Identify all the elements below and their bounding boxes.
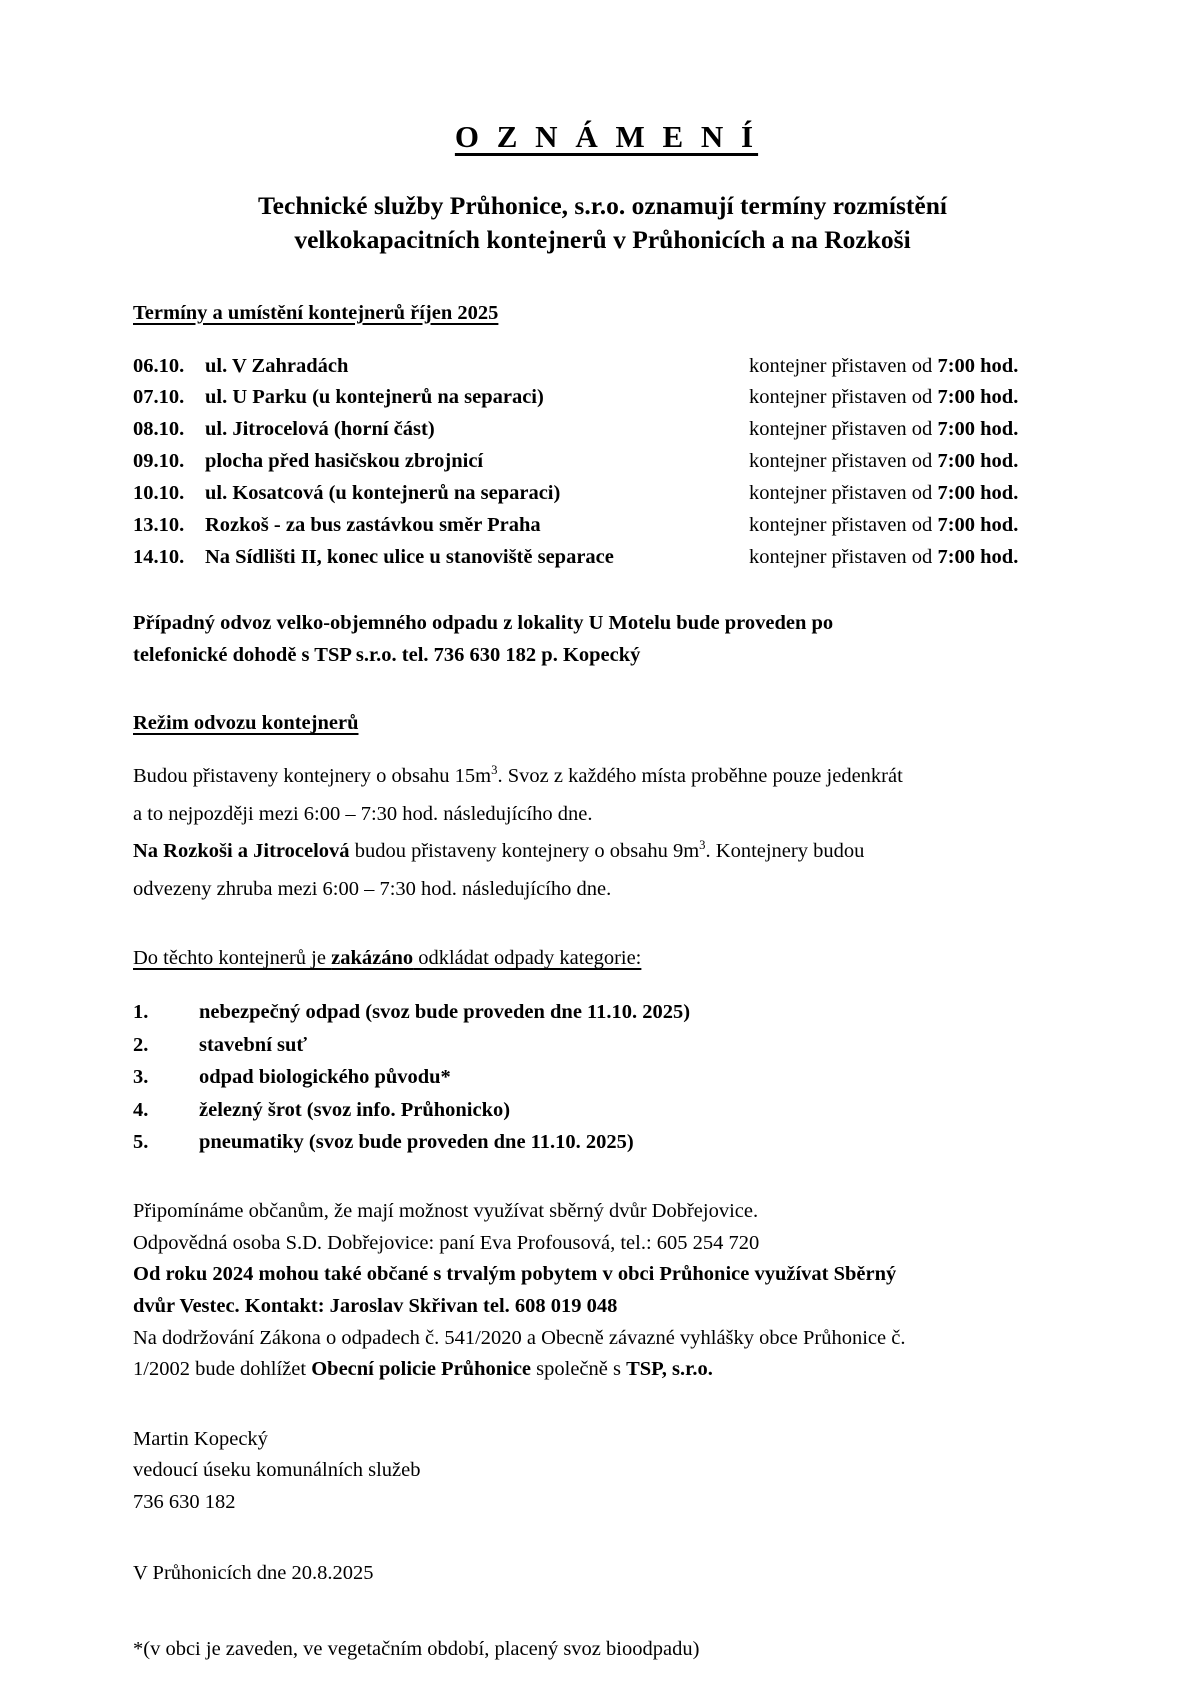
schedule-place: ul. Kosatcová (u kontejnerů na separaci) bbox=[205, 482, 561, 505]
closing-line-6-tsp: TSP, s.r.o. bbox=[626, 1358, 713, 1381]
schedule-note-time: 7:00 hod. bbox=[937, 450, 1019, 473]
prohibited-item-text: pneumatiky (svoz bude proveden dne 11.10. 2025) bbox=[199, 1130, 634, 1153]
prohibited-list-item bbox=[133, 1061, 1080, 1093]
prohibited-item-number: 5. bbox=[133, 1130, 149, 1153]
signature-block bbox=[133, 1424, 1080, 1519]
schedule-note bbox=[749, 510, 1018, 542]
closing-line-4-text: dvůr Vestec. Kontakt: Jaroslav Skřivan tel. 608 019 048 bbox=[133, 1295, 618, 1318]
regime-paragraph-3 bbox=[133, 836, 1033, 868]
schedule-date: 13.10. bbox=[133, 514, 185, 537]
regime-p3-superscript: 3 bbox=[699, 838, 706, 853]
document-title-text: O Z N Á M E N Í bbox=[454, 119, 759, 154]
closing-line-3-text: Od roku 2024 mohou také občané s trvalým pobytem v obci Průhonice využívat Sběrný bbox=[133, 1263, 897, 1286]
closing-line-6 bbox=[133, 1354, 1033, 1386]
schedule-note-prefix: kontejner přistaven od bbox=[749, 418, 938, 441]
closing-line-5: Na dodržování Zákona o odpadech č. 541/2020 a Obecně závazné vyhlášky obce Průhonice č. bbox=[133, 1326, 906, 1349]
place-and-date bbox=[133, 1558, 1080, 1590]
schedule-note-prefix: kontejner přistaven od bbox=[749, 482, 938, 505]
schedule-note-time: 7:00 hod. bbox=[937, 514, 1019, 537]
prohibited-list-item bbox=[133, 996, 1080, 1028]
motel-notice-line-1: Případný odvoz velko-objemného odpadu z lokality U Motelu bude proveden po bbox=[133, 612, 834, 635]
regime-p1-superscript: 3 bbox=[491, 763, 498, 778]
regime-p3-bold: Na Rozkoši a Jitrocelová bbox=[133, 840, 350, 863]
closing-line-6-police: Obecní policie Průhonice bbox=[311, 1358, 532, 1381]
schedule-heading: Termíny a umístění kontejnerů říjen 2025 bbox=[133, 301, 499, 324]
document-title bbox=[133, 118, 1080, 155]
schedule-note-prefix: kontejner přistaven od bbox=[749, 546, 938, 569]
regime-p3-part-b: . Kontejnery budou bbox=[705, 840, 865, 863]
schedule-date: 06.10. bbox=[133, 354, 185, 377]
prohibited-heading-emphasis: zakázáno bbox=[331, 947, 414, 970]
schedule-date: 07.10. bbox=[133, 386, 185, 409]
prohibited-item-text: odpad biologického původu* bbox=[199, 1066, 451, 1089]
prohibited-item-number: 1. bbox=[133, 1001, 149, 1024]
prohibited-heading-part-a: Do těchto kontejnerů je bbox=[133, 947, 332, 970]
closing-line-2: Odpovědná osoba S.D. Dobřejovice: paní Eva Profousová, tel.: 605 254 720 bbox=[133, 1231, 760, 1254]
closing-block bbox=[133, 1196, 1080, 1385]
schedule-note bbox=[749, 446, 1018, 478]
motel-notice-line-2: telefonické dohodě s TSP s.r.o. tel. 736 630 182 p. Kopecký bbox=[133, 644, 641, 667]
schedule-date: 09.10. bbox=[133, 450, 185, 473]
schedule-place: ul. V Zahradách bbox=[205, 354, 349, 377]
regime-paragraph-4: odvezeny zhruba mezi 6:00 – 7:30 hod. následujícího dne. bbox=[133, 877, 612, 900]
regime-p3-part-a: budou přistaveny kontejnery o obsahu 9m bbox=[349, 840, 700, 863]
prohibited-item-text: železný šrot (svoz info. Průhonicko) bbox=[199, 1098, 511, 1121]
schedule-list bbox=[133, 351, 1080, 575]
schedule-date: 14.10. bbox=[133, 546, 185, 569]
prohibited-list-item bbox=[133, 1126, 1080, 1158]
footnote: *(v obci je zaveden, ve vegetačním období, placený svoz bioodpadu) bbox=[133, 1637, 700, 1660]
closing-line-6-part-a: 1/2002 bude dohlížet bbox=[133, 1358, 312, 1381]
prohibited-heading bbox=[133, 947, 641, 970]
schedule-note-time: 7:00 hod. bbox=[937, 482, 1019, 505]
schedule-row bbox=[133, 351, 1080, 383]
signature-name: Martin Kopecký bbox=[133, 1427, 268, 1450]
schedule-note-time: 7:00 hod. bbox=[937, 354, 1019, 377]
document-subtitle-line-1: Technické služby Průhonice, s.r.o. oznamují termíny rozmístění bbox=[258, 191, 947, 221]
schedule-note-prefix: kontejner přistaven od bbox=[749, 354, 938, 377]
schedule-row bbox=[133, 510, 1080, 542]
schedule-row bbox=[133, 414, 1080, 446]
schedule-note bbox=[749, 478, 1018, 510]
regime-heading: Režim odvozu kontejnerů bbox=[133, 712, 359, 735]
schedule-date: 10.10. bbox=[133, 482, 185, 505]
regime-p1-part-b: . Svoz z každého místa proběhne pouze jedenkrát bbox=[497, 765, 903, 788]
prohibited-item-text: nebezpečný odpad (svoz bude proveden dne 11.10. 2025) bbox=[199, 1001, 691, 1024]
prohibited-list-item bbox=[133, 1094, 1080, 1126]
motel-notice bbox=[133, 608, 1013, 672]
closing-line-4 bbox=[133, 1291, 1033, 1323]
prohibited-item-number: 3. bbox=[133, 1066, 149, 1089]
prohibited-list bbox=[133, 996, 1080, 1158]
schedule-note bbox=[749, 351, 1018, 383]
schedule-place: ul. U Parku (u kontejnerů na separaci) bbox=[205, 386, 544, 409]
schedule-place: Rozkoš - za bus zastávkou směr Praha bbox=[205, 514, 541, 537]
schedule-note-prefix: kontejner přistaven od bbox=[749, 514, 938, 537]
schedule-note-time: 7:00 hod. bbox=[937, 546, 1019, 569]
schedule-place: Na Sídlišti II, konec ulice u stanoviště separace bbox=[205, 546, 614, 569]
prohibited-list-item bbox=[133, 1029, 1080, 1061]
regime-paragraph-1 bbox=[133, 761, 1033, 793]
schedule-row bbox=[133, 542, 1080, 574]
schedule-place: ul. Jitrocelová (horní část) bbox=[205, 418, 435, 441]
regime-p1-part-a: Budou přistaveny kontejnery o obsahu 15m bbox=[133, 765, 492, 788]
signature-role: vedoucí úseku komunálních služeb bbox=[133, 1459, 421, 1482]
schedule-place: plocha před hasičskou zbrojnicí bbox=[205, 450, 484, 473]
document-subtitle-line-2: velkokapacitních kontejnerů v Průhonicích a na Rozkoši bbox=[294, 225, 911, 255]
prohibited-item-text: stavební suť bbox=[199, 1033, 308, 1056]
schedule-note bbox=[749, 414, 1018, 446]
closing-line-1: Připomínáme občanům, že mají možnost využívat sběrný dvůr Dobřejovice. bbox=[133, 1200, 759, 1223]
schedule-row bbox=[133, 478, 1080, 510]
regime-body bbox=[133, 761, 1080, 905]
regime-paragraph-2: a to nejpozději mezi 6:00 – 7:30 hod. následujícího dne. bbox=[133, 802, 593, 825]
prohibited-item-number: 4. bbox=[133, 1098, 149, 1121]
schedule-note-time: 7:00 hod. bbox=[937, 386, 1019, 409]
schedule-note bbox=[749, 542, 1018, 574]
closing-line-3 bbox=[133, 1259, 1033, 1291]
schedule-note-prefix: kontejner přistaven od bbox=[749, 386, 938, 409]
schedule-note-time: 7:00 hod. bbox=[937, 418, 1019, 441]
place-and-date-text: V Průhonicích dne 20.8.2025 bbox=[133, 1562, 374, 1585]
schedule-date: 08.10. bbox=[133, 418, 185, 441]
closing-line-6-part-b: společně s bbox=[531, 1358, 627, 1381]
signature-phone: 736 630 182 bbox=[133, 1490, 236, 1513]
prohibited-item-number: 2. bbox=[133, 1033, 149, 1056]
schedule-note-prefix: kontejner přistaven od bbox=[749, 450, 938, 473]
schedule-row bbox=[133, 446, 1080, 478]
schedule-row bbox=[133, 382, 1080, 414]
document-subtitle bbox=[143, 189, 1062, 257]
prohibited-heading-part-b: odkládat odpady kategorie: bbox=[413, 947, 642, 970]
schedule-note bbox=[749, 382, 1018, 414]
